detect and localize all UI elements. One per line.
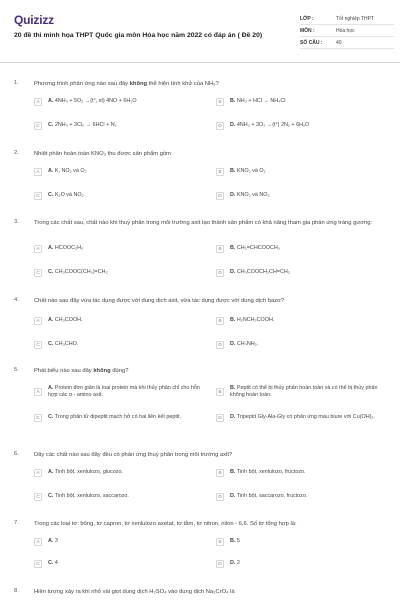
option-text: B. CH₂=CHCOOCH₃ [230, 245, 280, 252]
option-b[interactable] [216, 469, 392, 477]
meta-row-class [300, 13, 394, 25]
option-text: B. Peptit có thể bị thủy phân hoàn toàn và có thể bị thủy phân không hoàn toàn. [230, 385, 378, 399]
option-letter-box: B [216, 388, 224, 396]
option-text: C. CH₃CHO. [48, 341, 79, 348]
option-c[interactable] [34, 192, 210, 200]
header-divider [0, 62, 400, 63]
question-text: Hiện tượng xảy ra khi nhỏ vài giọt dung dịch H₂SO₄ vào dung dịch Na₂CrO₄ là [34, 589, 235, 595]
option-text: B. NH₃ + HCl → NH₄Cl [230, 98, 286, 105]
option-text: D. KNO₂ và NO₂ [230, 192, 270, 199]
option-text: A. HCOOC₂H₅ [48, 245, 84, 252]
option-b[interactable] [216, 385, 392, 399]
option-letter-box: D [216, 341, 224, 349]
option-letter-box: D [216, 269, 224, 277]
option-a[interactable] [34, 469, 210, 477]
option-text: C. 2NH₃ + 3Cl₂ → 6HCl + N₂ [48, 122, 117, 129]
question-number: 3. [14, 219, 19, 225]
question-text: Phương trình phản ứng nào sau đây không thể hiện tính khử của NH₃? [34, 81, 219, 87]
question-text: Trong các chất sau, chất nào khi thuỷ phân trong môi trường axit tạo thành sản phẩm có khả năng tham gia phản ứng tráng gương: [34, 220, 373, 226]
option-text: C. Tinh bột, xenlulozo, saccarozo. [48, 493, 129, 500]
option-letter-box: B [216, 245, 224, 253]
option-letter-box: A [34, 98, 42, 106]
option-d[interactable] [216, 269, 392, 277]
option-c[interactable] [34, 269, 210, 277]
question-number: 8. [14, 588, 19, 594]
option-b[interactable] [216, 538, 392, 546]
option-letter-box: C [34, 122, 42, 130]
option-text: B. KNO₂ và O₂ [230, 168, 266, 175]
meta-value: 40 [336, 39, 342, 46]
option-text: D. CH₃COOCH₂CH=CH₂ [230, 269, 290, 276]
option-d[interactable] [216, 122, 392, 130]
question-text: Dãy các chất nào sau đây đều có phản ứng thuỷ phân trong môi trường axit? [34, 452, 233, 458]
option-text: C. K₂O và NO₂ [48, 192, 84, 199]
option-a[interactable] [34, 538, 210, 546]
option-text: A. 3 [48, 538, 58, 545]
option-text: A. K, NO₂ và O₂ [48, 168, 87, 175]
option-text: C. CH₃COOC(CH₃)=CH₂ [48, 269, 108, 276]
option-text: D. Tinh bột, saccarozo, fructozo. [230, 493, 308, 500]
question-text: Trong các loại tơ: bông, tơ capron, tơ xenlulozo axetat, tơ tằm, tơ nitron, nilon - 6,6. Số tơ tổng hợp là: [34, 521, 297, 527]
question-number: 2. [14, 150, 19, 156]
option-text: D. CH₃NH₂. [230, 341, 259, 348]
meta-key: LỚP : [300, 15, 314, 22]
meta-value: Hóa học [336, 27, 355, 34]
worksheet-meta [300, 13, 394, 49]
option-a[interactable] [34, 168, 210, 176]
question-text: Chất nào sau đây vừa tác dụng được với dung dịch axit, vừa tác dụng được với dung dịch bazơ? [34, 298, 285, 304]
option-text: C. 4 [48, 560, 58, 567]
option-text: D. 2 [230, 560, 240, 567]
question-number: 4. [14, 297, 19, 303]
meta-key: SỐ CÂU : [300, 39, 323, 46]
option-text: D. 4NH₃ + 3O₂ →(t°) 2N₂ + 6H₂O [230, 122, 310, 129]
option-a[interactable] [34, 98, 210, 106]
question-text: Phát biểu nào sau đây không đúng? [34, 368, 129, 374]
option-letter-box: A [34, 388, 42, 396]
meta-row-subject [300, 25, 394, 37]
option-b[interactable] [216, 245, 392, 253]
option-text: A. 4NH₃ + 5O₂ →(t°, xt) 4NO + 6H₂O [48, 98, 137, 105]
quizizz-logo: Quizizz [14, 13, 54, 27]
question-text: Nhiệt phân hoàn toàn KNO₃ thu được sản phẩm gồm [34, 151, 172, 157]
option-d[interactable] [216, 192, 392, 200]
option-text: A. Protein đơn giản là loại protein mà khi thủy phân chỉ cho hỗn hợp các α - amino axit. [48, 385, 200, 399]
option-letter-box: B [216, 98, 224, 106]
option-c[interactable] [34, 493, 210, 501]
option-letter-box: B [216, 538, 224, 546]
option-letter-box: D [216, 122, 224, 130]
meta-row-count [300, 37, 394, 49]
question-number: 5. [14, 367, 19, 373]
option-letter-box: D [216, 493, 224, 501]
option-text: C. Trong phân tử dipeptit mạch hở có hai liên kết peptit. [48, 414, 182, 421]
option-letter-box: C [34, 192, 42, 200]
option-text: B. H₂NCH₂COOH. [230, 317, 275, 324]
option-letter-box: A [34, 168, 42, 176]
option-text: A. CH₃COOH. [48, 317, 83, 324]
option-d[interactable] [216, 560, 392, 568]
option-c[interactable] [34, 122, 210, 130]
option-b[interactable] [216, 168, 392, 176]
question-number: 6. [14, 451, 19, 457]
option-text: D. Tripeptit Gly-Ala-Gly có phản ứng màu biure với Cu(OH)₂. [230, 414, 375, 421]
option-c[interactable] [34, 560, 210, 568]
worksheet-title: 20 đề thi minh họa THPT Quốc gia môn Hóa học năm 2022 có đáp án ( Đề 20) [14, 32, 263, 39]
option-c[interactable] [34, 341, 210, 349]
option-letter-box: A [34, 245, 42, 253]
option-letter-box: A [34, 469, 42, 477]
option-a[interactable] [34, 385, 210, 399]
option-letter-box: C [34, 560, 42, 568]
option-letter-box: C [34, 269, 42, 277]
option-d[interactable] [216, 341, 392, 349]
option-d[interactable] [216, 414, 392, 422]
option-letter-box: B [216, 469, 224, 477]
option-letter-box: C [34, 414, 42, 422]
option-letter-box: C [34, 341, 42, 349]
option-a[interactable] [34, 245, 210, 253]
option-text: B. 5 [230, 538, 240, 545]
option-letter-box: A [34, 317, 42, 325]
option-b[interactable] [216, 317, 392, 325]
option-d[interactable] [216, 493, 392, 501]
meta-key: MÔN : [300, 27, 315, 34]
option-letter-box: D [216, 414, 224, 422]
option-letter-box: B [216, 317, 224, 325]
option-a[interactable] [34, 317, 210, 325]
option-text: B. Tinh bột, xenlulozo, fructozo. [230, 469, 306, 476]
question-number: 7. [14, 520, 19, 526]
option-letter-box: B [216, 168, 224, 176]
option-letter-box: D [216, 560, 224, 568]
option-letter-box: C [34, 493, 42, 501]
question-number: 1. [14, 80, 19, 86]
meta-value: Tốt nghiệp THPT [336, 15, 374, 22]
option-b[interactable] [216, 98, 392, 106]
option-text: A. Tinh bột, xenlulozo, glucozo. [48, 469, 123, 476]
option-letter-box: D [216, 192, 224, 200]
option-c[interactable] [34, 414, 210, 422]
option-letter-box: A [34, 538, 42, 546]
